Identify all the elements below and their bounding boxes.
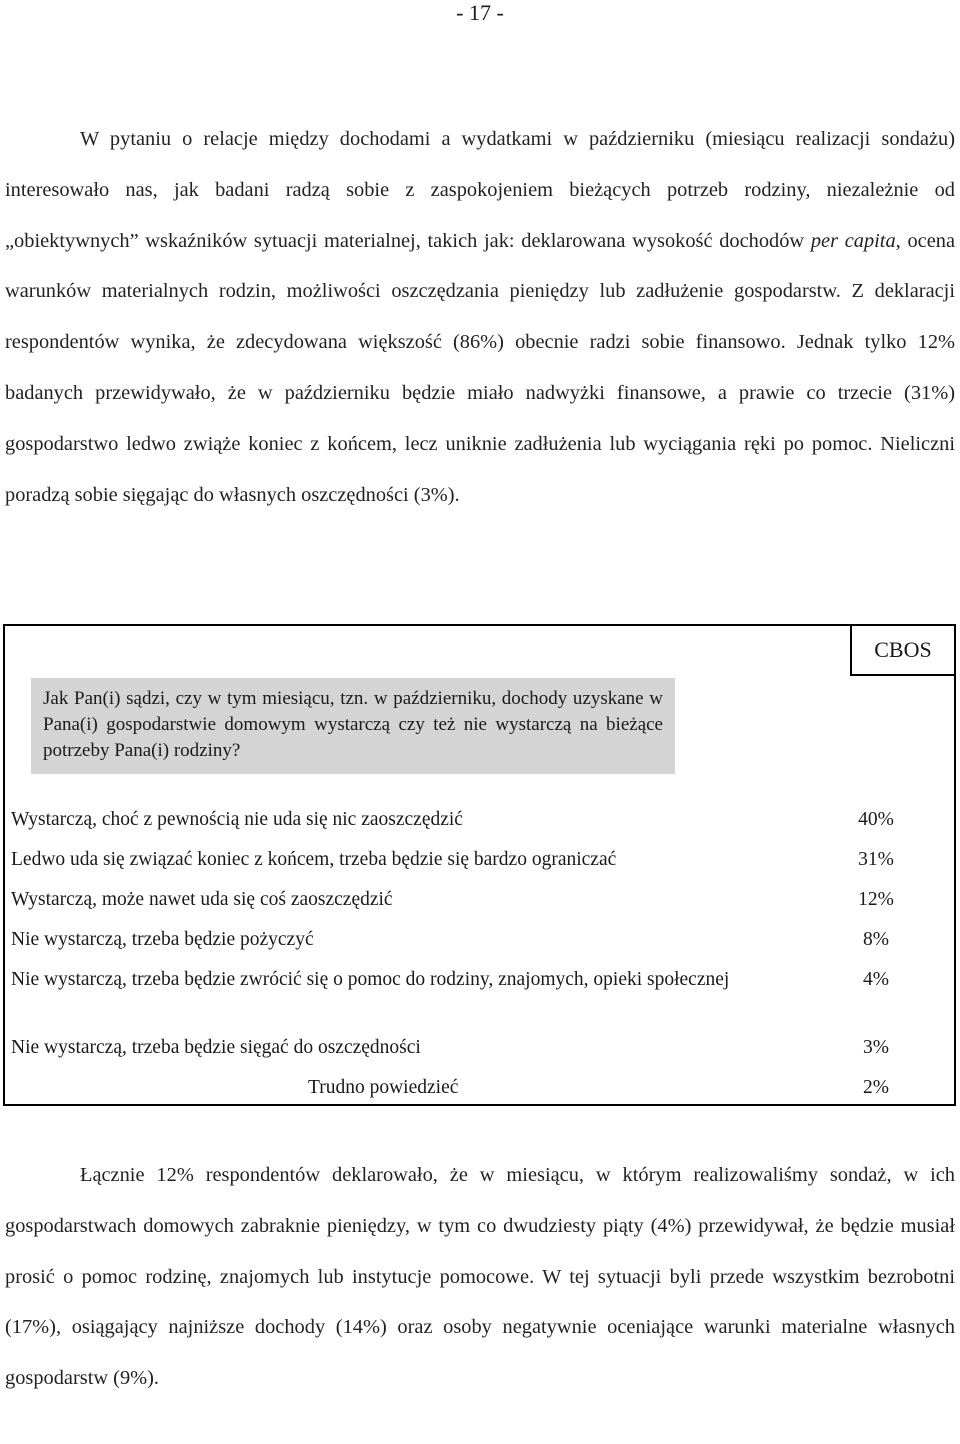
answer-percent: 12% bbox=[858, 889, 894, 910]
answer-label: Nie wystarczą, trzeba będzie zwrócić się o pomoc do rodziny, znajomych, opieki społecznej bbox=[11, 969, 730, 990]
source-label: CBOS bbox=[850, 624, 956, 676]
answer-label: Trudno powiedzieć bbox=[308, 1077, 459, 1098]
intro-text-part1: W pytaniu o relacje między dochodami a wydatkami w październiku (miesiącu realizacji sondażu) interesowało nas, jak badani radzą sobie z zaspokojeniem bieżących potrzeb rodziny, niezależnie od „obiektywnych” wskaźników sytuacji materialnej, takich jak: deklarowana wysokość dochodów bbox=[5, 128, 955, 252]
page-number: - 17 - bbox=[456, 0, 504, 25]
answer-percent: 31% bbox=[858, 849, 894, 870]
answer-percent: 2% bbox=[863, 1077, 889, 1098]
answer-label: Wystarczą, może nawet uda się coś zaoszczędzić bbox=[11, 889, 393, 910]
summary-paragraph bbox=[5, 1150, 955, 1404]
answer-percent: 3% bbox=[863, 1037, 889, 1058]
answer-label: Nie wystarczą, trzeba będzie pożyczyć bbox=[11, 929, 314, 950]
intro-italic-term: per capita bbox=[810, 229, 896, 252]
intro-text-part2: , ocena warunków materialnych rodzin, możliwości oszczędzania pieniędzy lub zadłużenie gospodarstw. Z deklaracji respondentów wynika, że zdecydowana większość (86%) obecnie radzi sobie finansowo. Jednak tylko 12% badanych przewidywało, że w październiku będzie miało nadwyżki finansowe, a prawie co trzecie (31%) gospodarstwo ledwo zwiąże koniec z końcem, lecz uniknie zadłużenia lub wyciągania ręki po pomoc. Nieliczni poradzą sobie sięgając do własnych oszczędności (3%). bbox=[5, 229, 955, 506]
answer-label: Nie wystarczą, trzeba będzie sięgać do oszczędności bbox=[11, 1037, 421, 1058]
answer-percent: 40% bbox=[858, 809, 894, 830]
intro-paragraph bbox=[5, 114, 955, 520]
answer-percent: 4% bbox=[863, 969, 889, 990]
answer-percent: 8% bbox=[863, 929, 889, 950]
answer-label: Wystarczą, choć z pewnością nie uda się nic zaoszczędzić bbox=[11, 809, 463, 830]
summary-text: Łącznie 12% respondentów deklarowało, że w miesiącu, w którym realizowaliśmy sondaż, w ich gospodarstwach domowych zabraknie pieniędzy, w tym co dwudziesty piąty (4%) przewidywał, że będzie musiał prosić o pomoc rodzinę, znajomych lub instytucje pomocowe. W tej sytuacji byli przede wszystkim bezrobotni (17%), osiągający najniższe dochody (14%) oraz osoby negatywnie oceniające warunki materialne własnych gospodarstw (9%). bbox=[5, 1164, 955, 1390]
survey-question: Jak Pan(i) sądzi, czy w tym miesiącu, tzn. w październiku, dochody uzyskane w Pana(i) gospodarstwie domowym wystarczą czy też nie wystarczą na bieżące potrzeby Pana(i) rodziny? bbox=[31, 678, 675, 774]
survey-box bbox=[3, 624, 956, 1106]
answer-label: Ledwo uda się związać koniec z końcem, trzeba będzie się bardzo ograniczać bbox=[11, 849, 617, 870]
